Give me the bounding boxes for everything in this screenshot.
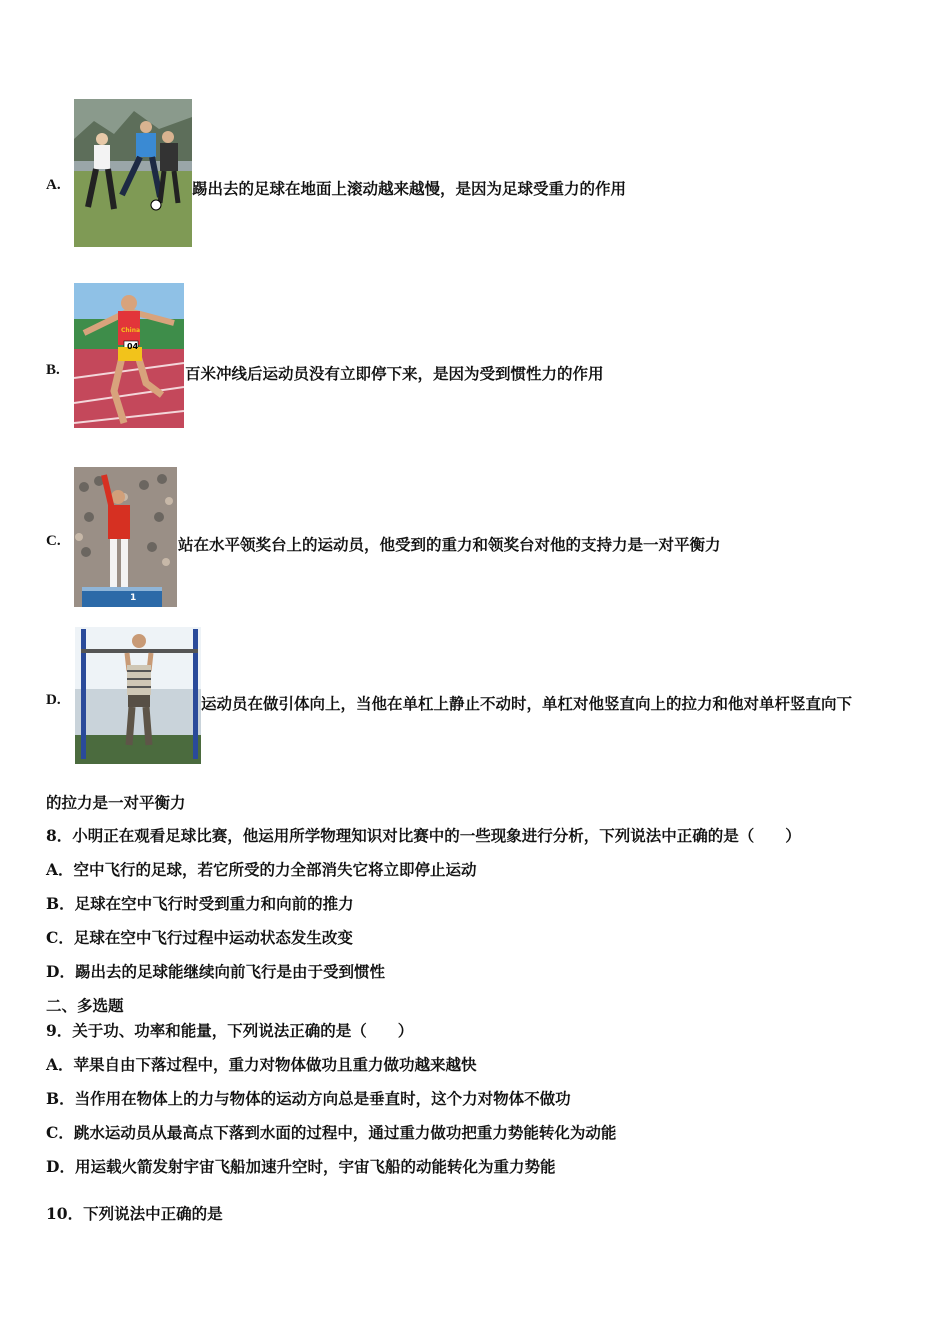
- option-c-text: 站在水平领奖台上的运动员，他受到的重力和领奖台对他的支持力是一对平衡力: [178, 535, 721, 554]
- q9-option-b: B．当作用在物体上的力与物体的运动方向总是垂直时，这个力对物体不做功: [46, 1089, 571, 1108]
- q9-stem: 9．关于功、功率和能量，下列说法正确的是（ ）: [46, 1021, 414, 1040]
- podium-number: 1: [130, 593, 137, 603]
- pull-up-photo: [75, 627, 201, 764]
- football-players-photo: [74, 99, 192, 247]
- option-a-text: 踢出去的足球在地面上滚动越来越慢，是因为足球受重力的作用: [192, 179, 627, 198]
- q9-option-a: A．苹果自由下落过程中，重力对物体做功且重力做功越来越快: [46, 1055, 477, 1074]
- option-b-label: B.: [46, 362, 60, 378]
- q9-option-c: C．跳水运动员从最高点下落到水面的过程中，通过重力做功把重力势能转化为动能: [46, 1123, 617, 1142]
- option-d-label: D.: [46, 692, 61, 708]
- q9-option-d: D．用运载火箭发射宇宙飞船加速升空时，宇宙飞船的动能转化为重力势能: [46, 1157, 556, 1176]
- q8-option-c: C．足球在空中飞行过程中运动状态发生改变: [46, 928, 353, 947]
- q8-stem: 8．小明正在观看足球比赛，他运用所学物理知识对比赛中的一些现象进行分析，下列说法中正确的是（ ）: [46, 826, 801, 845]
- section-heading: 二、多选题: [46, 996, 124, 1015]
- option-a-label: A.: [46, 177, 61, 193]
- q8-option-a: A．空中飞行的足球，若它所受的力全部消失它将立即停止运动: [46, 860, 477, 879]
- q8-option-d: D．踢出去的足球能继续向前飞行是由于受到惯性: [46, 962, 385, 981]
- jersey-text: China: [121, 327, 141, 334]
- option-d-text: 运动员在做引体向上，当他在单杠上静止不动时，单杠对他竖直向上的拉力和他对单杆竖直向下: [201, 694, 853, 713]
- option-d-text-continuation: 的拉力是一对平衡力: [46, 793, 186, 812]
- bib-number: 04: [127, 342, 139, 351]
- q10-stem: 10．下列说法中正确的是: [46, 1204, 223, 1223]
- sprinter-photo: [74, 283, 184, 428]
- option-c-label: C.: [46, 533, 61, 549]
- option-b-text: 百米冲线后运动员没有立即停下来，是因为受到惯性力的作用: [185, 364, 604, 383]
- podium-athlete-photo: [74, 467, 177, 607]
- q8-option-b: B．足球在空中飞行时受到重力和向前的推力: [46, 894, 354, 913]
